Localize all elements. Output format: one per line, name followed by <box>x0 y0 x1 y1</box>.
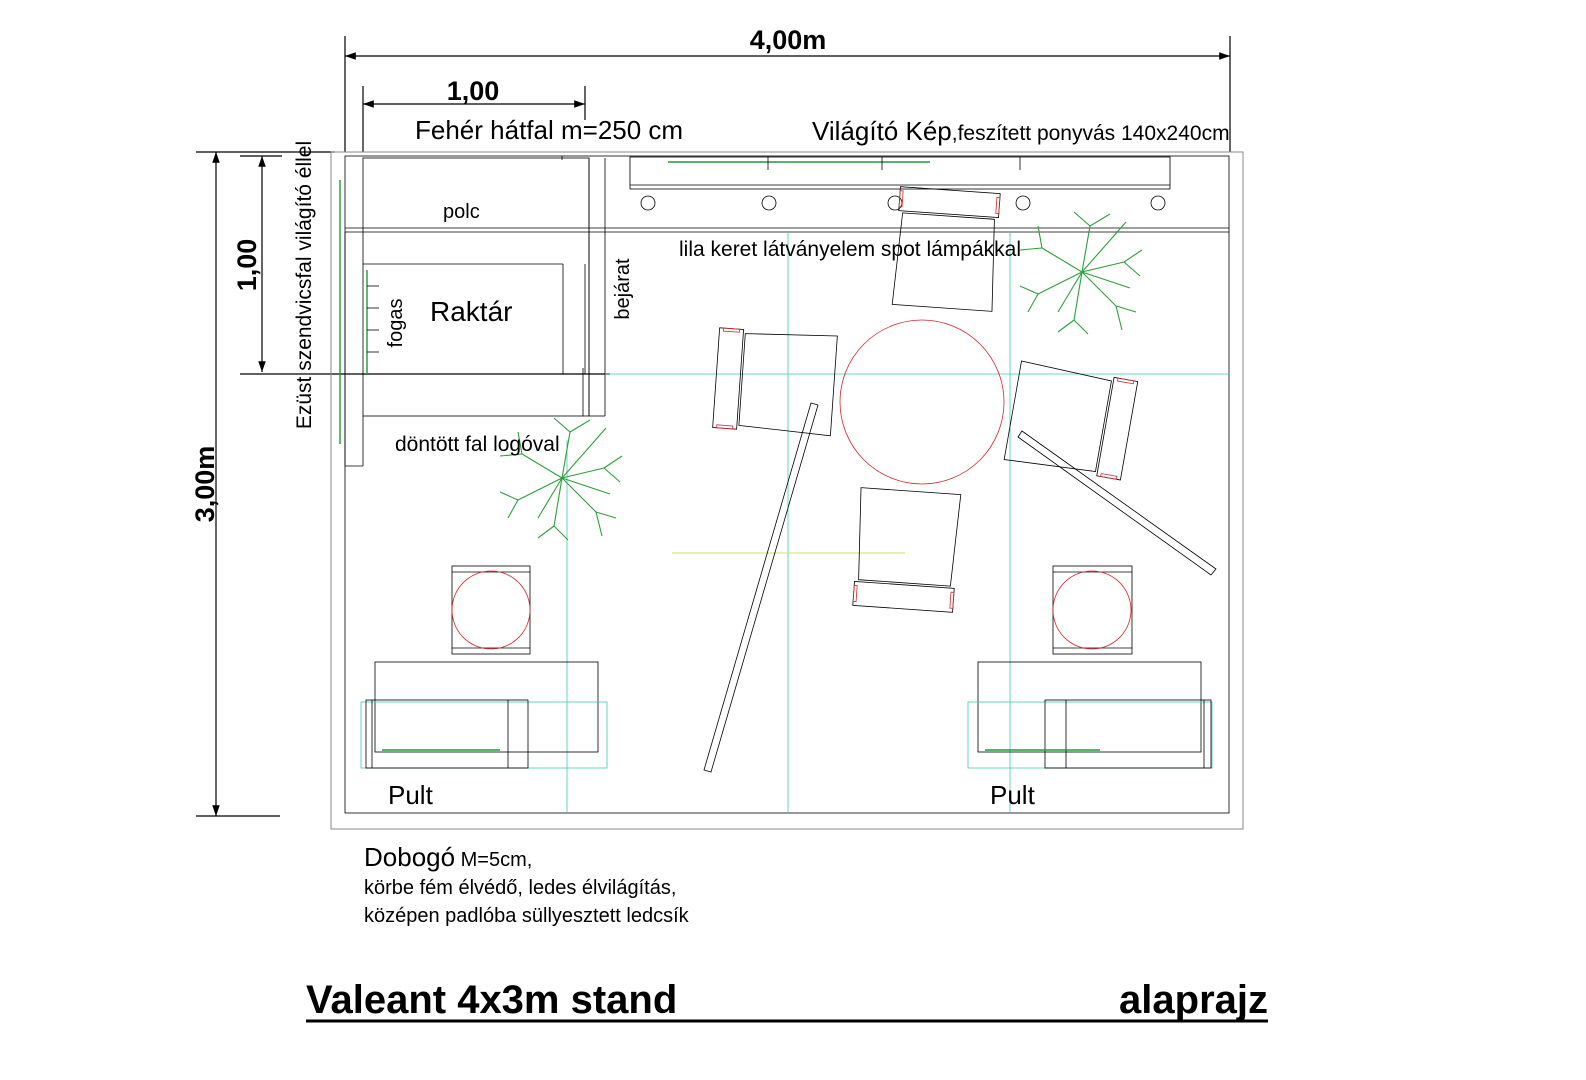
footer-subtitle: alaprajz <box>1119 978 1268 1022</box>
counter-left-label: Pult <box>388 780 433 810</box>
light-picture-frame <box>562 156 1170 189</box>
entrance-label: bejárat <box>612 258 634 320</box>
round-table <box>840 320 1004 484</box>
dimension-height-part <box>232 156 610 374</box>
light-picture-label-main: Világító Kép <box>812 116 952 146</box>
storage-label: Raktár <box>430 296 513 327</box>
podium-line-2: körbe fém élvédő, ledes élvilágítás, <box>364 877 677 899</box>
light-picture-label <box>812 116 1230 146</box>
plant-top-right <box>1020 212 1142 334</box>
light-picture-label-sub: ,feszített ponyvás 140x240cm <box>951 122 1230 145</box>
frame-label: lila keret látványelem spot lámpákkal <box>679 238 1021 261</box>
footer-title: Valeant 4x3m stand <box>306 978 678 1022</box>
counter-right <box>968 566 1212 768</box>
hanger-label: fogas <box>385 298 407 348</box>
storage-room <box>363 158 605 416</box>
chair-right <box>1004 361 1138 480</box>
side-wall-label: Ezüst szendvicsfal világító éllel <box>293 140 316 430</box>
counter-left <box>361 566 607 768</box>
chair-left <box>713 328 838 436</box>
dimension-width-part-label: 1,00 <box>446 76 500 106</box>
dimension-width-total-label: 4,00m <box>749 25 827 55</box>
side-wall <box>340 180 363 466</box>
podium-title <box>364 842 532 872</box>
guide-lines <box>567 232 1229 813</box>
counter-right-label: Pult <box>990 780 1035 810</box>
tilted-wall-panels <box>704 403 1216 772</box>
podium-title-main: Dobogó <box>364 842 456 872</box>
dimension-height-total-label: 3,00m <box>190 445 220 523</box>
back-wall-label: Fehér hátfal m=250 cm <box>415 115 684 145</box>
tilted-wall-label: döntött fal logóval <box>395 433 560 456</box>
shelf-label: polc <box>443 201 480 223</box>
chair-bottom <box>853 488 961 613</box>
dimension-height-part-label: 1,00 <box>232 238 262 292</box>
podium-title-sub: M=5cm, <box>455 849 533 871</box>
podium-line-3: középen padlóba süllyesztett ledcsík <box>364 905 689 927</box>
